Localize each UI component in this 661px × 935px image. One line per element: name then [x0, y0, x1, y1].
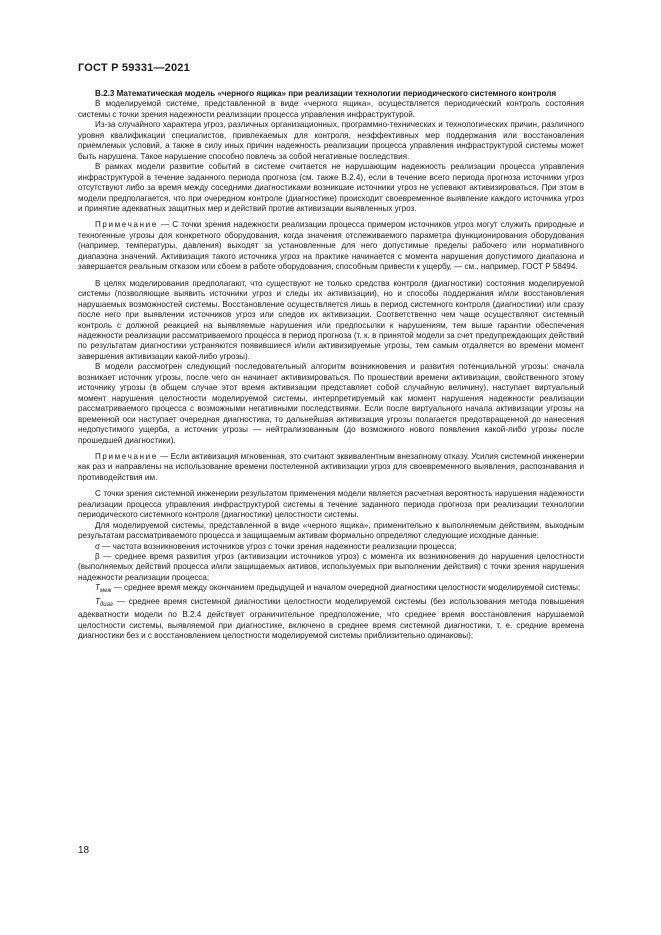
tmezh-symbol: T [95, 583, 100, 593]
paragraph-5: В модели рассмотрен следующий последовательный алгоритм возникновения и развития потенциальной угрозы: сначала возникает источник угрозы, после чего он начинает активизироваться. По прошествии времени активизации, свойственного этому источнику угрозы (в общем случае этот время активизации представляет собой случайную величину), наступает виртуальный момент нарушения целостности моделируемой системы, интерпретируемый как момент нарушения надежности реализации рассматриваемого процесса с возможными негативными последствиями. Если после виртуального начала активизации угрозы на временной оси наступает очередная диагностика, то дальнейшая активизация угрозы полагается предотвращенной до нанесения недопустимого ущерба, а источник угрозы — нейтрализованным (до возможного нового появления какой-либо угрозы после прошедшей диагностики). [78, 362, 584, 445]
tdiag-symbol: T [95, 596, 100, 606]
note-2 [78, 452, 584, 483]
tmezh-text: — среднее время между окончанием предыдущей и началом очередной диагностики целостности моделируемой системы; [111, 583, 581, 593]
section-heading: В.2.3 Математическая модель «черного ящика» при реализации технологии периодического системного контроля [95, 89, 557, 98]
page-number: 18 [78, 845, 90, 856]
note-1-label: Примечание [95, 220, 158, 230]
tdiag-text: — среднее время системной диагностики целостности моделируемой системы (без использования метода повышения адекватности модели по В.2.4 действует ограничительное предположение, что среднее время восстановления нарушаемой целостности системы, выявляемой при диагностике, включено в среднее время системной диагностики, т. е. средние времена диагностики без и с восстановлением целостности моделируемой системы приблизительно одинаковы); [78, 596, 584, 641]
note-1 [78, 220, 584, 272]
definition-sigma: σ — частота возникновения источников угроз с точки зрения надежности реализации процесса; [95, 541, 457, 551]
note-2-text: — Если активизация мгновенная, это считают эквивалентным внезапному отказу. Усилия системной инженерии как раз и направлены на использование времени постеленной активизации угроз для своевременного выявления, распознавания и противодействия им. [78, 451, 584, 482]
definition-beta: β — среднее время развития угроз (активизации источников угроз) с момента их возникновения до нарушения целостности (выполняемых действий процесса и/или защищаемых активов, используемых при выполнении действия) с точки зрения нарушения надежности реализации процесса; [78, 552, 584, 582]
note-2-label: Примечание [95, 451, 158, 461]
tmezh-subscript: меж [99, 588, 112, 595]
paragraph-3: В рамках модели развитие событий в системе считается не нарушающим надежность реализации процесса управления инфраструктурой в течение заданного периода прогноза (см. также В.2.4), если в течение всего периода прогноза источники угроз отсутствуют либо за время между соседними диагностиками возникшие источники угроз не успевают активизироваться. При этом в модели предполагается, что при очередном контроле (диагностике) происходит своевременное выявление каждого источника угроз и принятие адекватных защитных мер и действий против активизации выявленных угроз. [78, 162, 584, 213]
paragraph-7: Для моделируемой системы, представленной в виде «черного ящика», применительно к выполняемым действиям, выходным результатам рассматриваемого процесса и защищаемым активам формально определяют следующие исходные данные: [78, 520, 584, 541]
definition-tmezh [78, 583, 584, 596]
paragraph-2: Из-за случайного характера угроз, различных организационных, программно-технических и технологических причин, различного уровня квалификации специалистов, привлекаемых для контроля, неэффективных мер поддержания или восстановления приемлемых условий, а также в силу иных причин надежность реализации процесса управления инфраструктурой системы может быть нарушена. Такое нарушение способно повлечь за собой негативные последствия. [78, 120, 584, 161]
paragraph-4: В целях моделирования предполагают, что существуют не только средства контроля (диагностики) состояния моделируемой системы (позволяющие выявить источники угроз и следы их активизации), но и способы поддержания и/или восстановления нарушаемых возможностей системы. Восстановление осуществляется лишь в период системного контроля (диагностики) или сразу после него при выявлении источников угроз или следов их активизации. Соответственно чем чаще осуществляют системный контроль с должной реакцией на выявляемые нарушения или предпосылки к нарушениям, тем выше гарантии обеспечения надежности реализации рассматриваемого процесса в период прогноза (т. к. в принятой модели за счет предупреждающих действий по результатам диагностики устраняются появившиеся и/или активизируемые угрозы, тем самым отдаляется во времени момент завершения активизации какой-либо угрозы). [78, 278, 584, 361]
document-body [78, 89, 584, 642]
standard-header: ГОСТ Р 59331—2021 [78, 62, 190, 74]
paragraph-6: С точки зрения системной инженерии результатом применения модели является расчетная вероятность нарушения надежности реализации процесса управления инфраструктурой системы в течение заданного периода прогноза при реализации технологии периодического системного контроля (диагностики) целостности системы. [78, 489, 584, 520]
paragraph-1: В моделируемой системе, представленной в виде «черного ящика», осуществляется периодический контроль состояния системы с точки зрения надежности реализации процесса управления инфраструктурой. [78, 99, 584, 119]
note-1-text: — С точки зрения надежности реализации процесса примером источников угроз могут служить природные и техногенные угрозы для конкретного оборудования, когда значения отслеживаемого параметра функционирования оборудования (например, температуры, давления) выходят за установленные для него допустимые пределы рабочего или нормативного диапазона значений. Активизация такого источника угроз на практике начинается с момента нарушения допустимого диапазона и завершается реальным отказом или сбоем в работе оборудования, способным привести к ущербу, — см., например, ГОСТ Р 58494. [78, 220, 584, 272]
definition-tdiag [78, 597, 584, 642]
tdiag-subscript: диаг [99, 601, 113, 608]
